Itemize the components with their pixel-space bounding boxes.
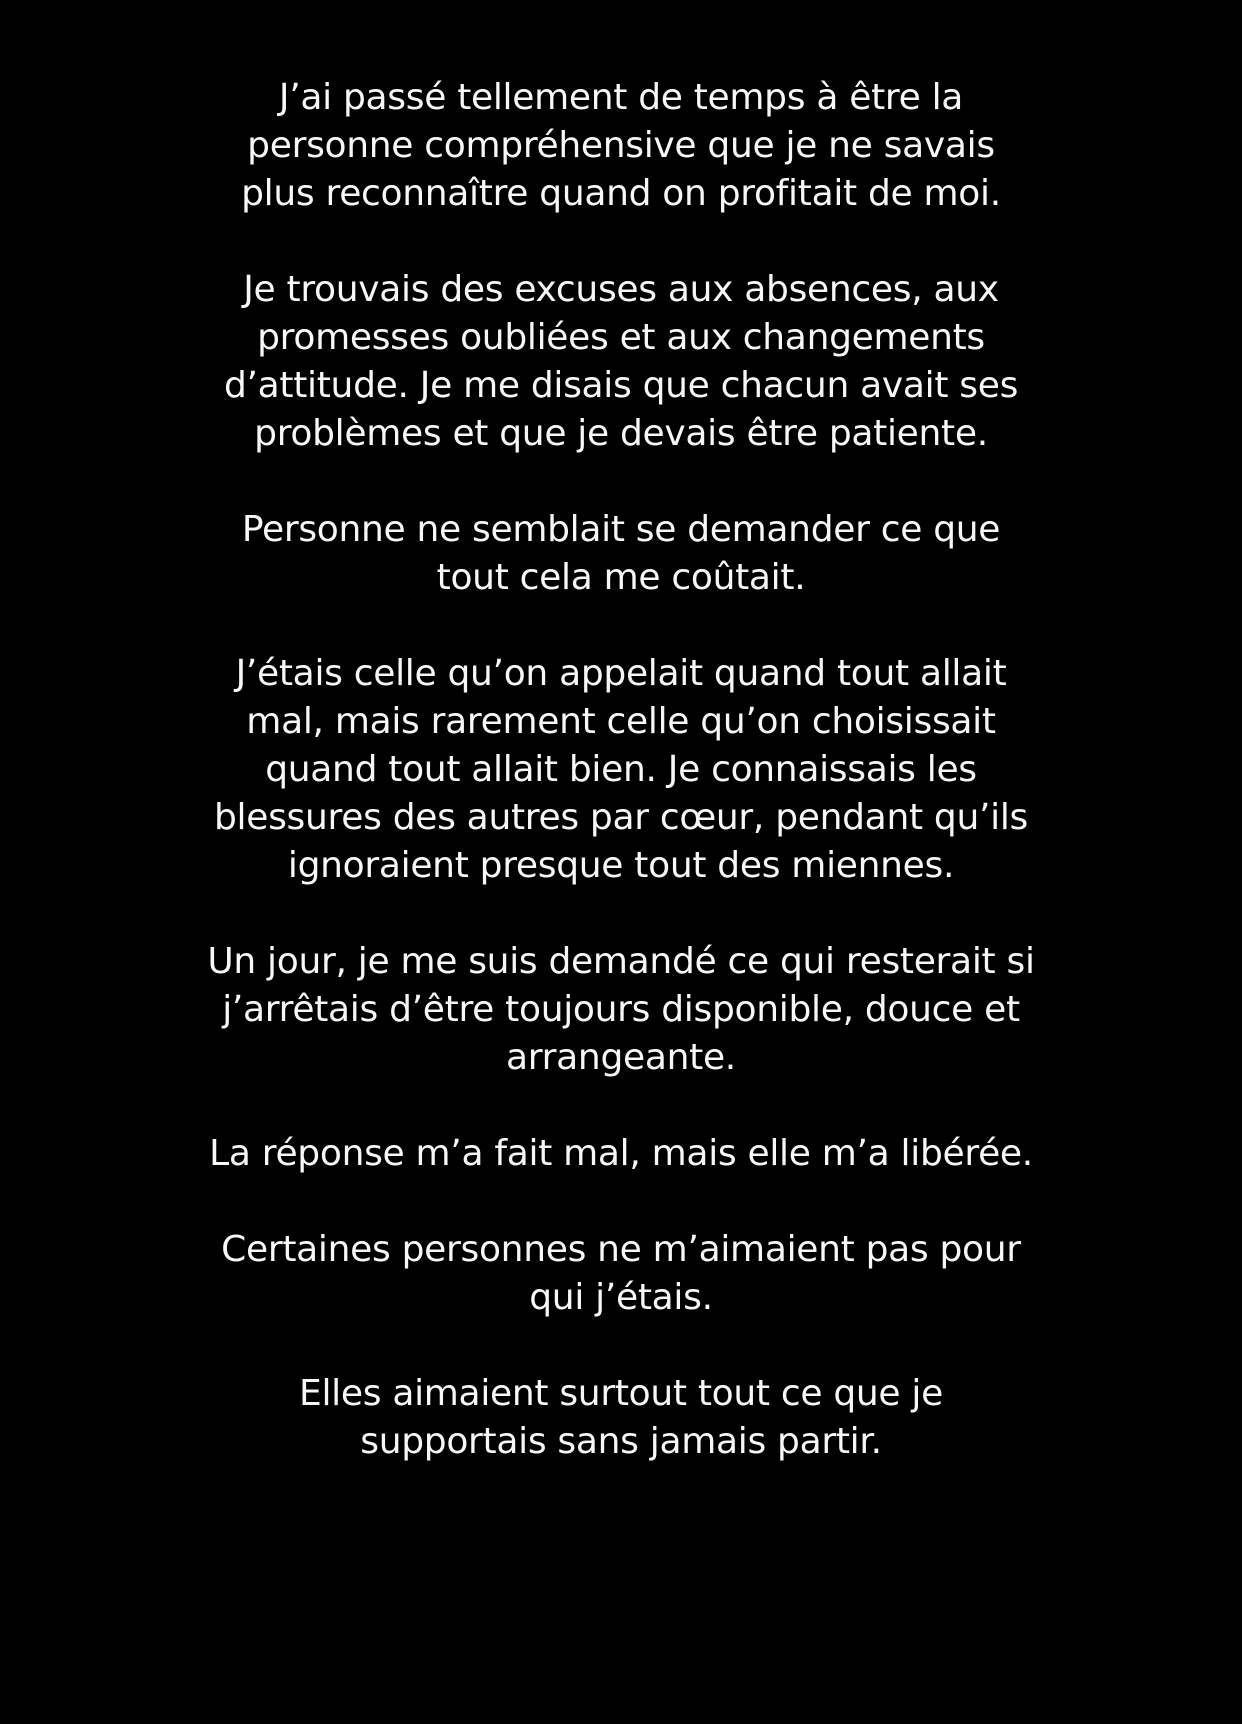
story-paragraph-4: J’étais celle qu’on appelait quand tout allait mal, mais rarement celle qu’on choisissait quand tout allait bien. Je connaissais les blessures des autres par cœur, pendant qu’ils ignoraient presque tout des miennes. — [214, 653, 1028, 886]
story-paragraph-6: La réponse m’a fait mal, mais elle m’a libérée. — [209, 1133, 1033, 1174]
story-paragraph-7: Certaines personnes ne m’aimaient pas pour qui j’étais. — [221, 1229, 1021, 1318]
story-paragraph-1: J’ai passé tellement de temps à être la personne compréhensive que je ne savais plus reconnaître quand on profitait de moi. — [241, 77, 1001, 214]
story-paragraph-3: Personne ne semblait se demander ce que tout cela me coûtait. — [241, 509, 1001, 598]
story-paragraph-5: Un jour, je me suis demandé ce qui resterait si j’arrêtais d’être toujours disponible, douce et arrangeante. — [207, 941, 1035, 1078]
story-text — [0, 74, 1242, 1466]
story-paragraph-2: Je trouvais des excuses aux absences, aux promesses oubliées et aux changements d’attitude. Je me disais que chacun avait ses problèmes et que je devais être patiente. — [223, 269, 1019, 454]
story-paragraph-8: Elles aimaient surtout tout ce que je supportais sans jamais partir. — [299, 1373, 943, 1462]
